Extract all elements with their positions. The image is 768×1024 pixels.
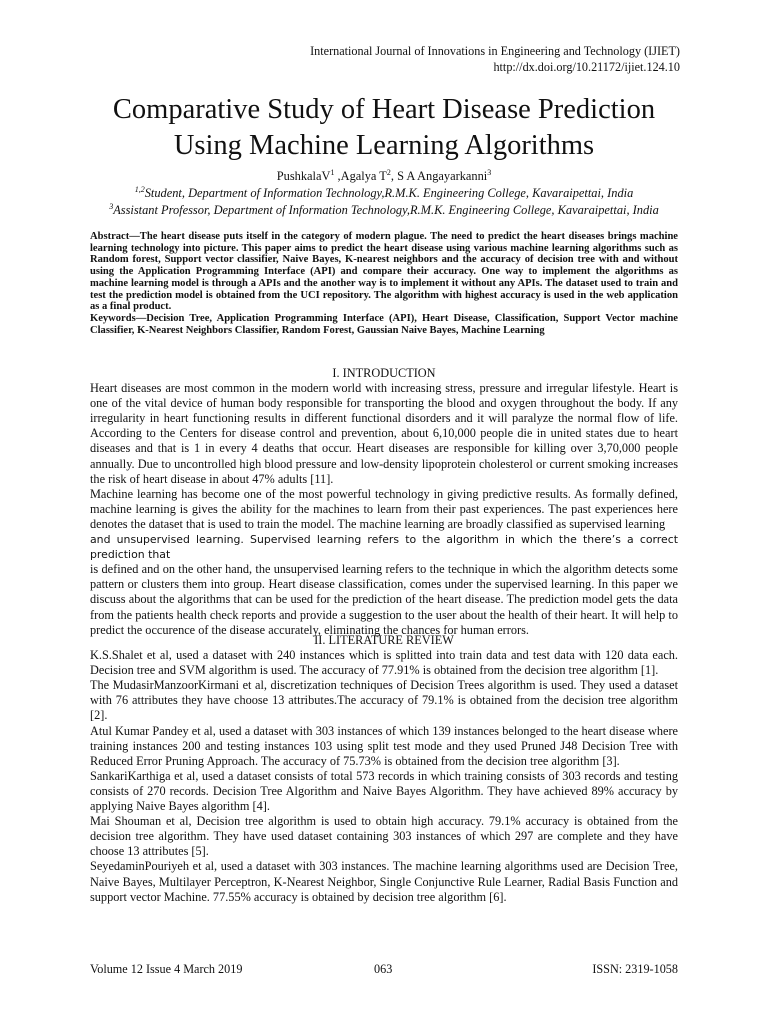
abstract-block xyxy=(90,231,678,336)
introduction-paragraph-2b: and unsupervised learning. Supervised learning refers to the algorithm in which the there’s a correct prediction that xyxy=(90,533,678,562)
literature-review-section xyxy=(90,633,678,905)
introduction-paragraph-2c: is defined and on the other hand, the unsupervised learning refers to the technique in which the algorithm detects some pattern or clusters them into group. Heart disease classification, comes under the supervised learning. In this paper we discuss about the algorithms that can be used for the prediction of the heart disease. The prediction model gets the data from the patients health check reports and provide a suggestion to the user about the health of their heart. It will help to predict the occurence of the disease accurately, eliminating the chances for human errors. xyxy=(90,562,678,637)
literature-paragraph-1: K.S.Shalet et al, used a dataset with 240 instances which is splitted into train data and test data with 120 data each. Decision tree and SVM algorithm is used. The accuracy of 77.91% is obtained from the decision tree algorithm [1]. xyxy=(90,648,678,678)
literature-paragraph-5: Mai Shouman et al, Decision tree algorithm is used to obtain high accuracy. 79.1% accuracy is obtained from the decision tree algorithm. They have used dataset containing 303 instances of which 297 are complete and they have choose 13 attributes [5]. xyxy=(90,814,678,859)
literature-paragraph-2: The MudasirManzoorKirmani et al, discretization techniques of Decision Trees algorithm is used. They used a dataset with 76 attributes they have choose 13 attributes.The accuracy of 79.1% is obtained from the decision tree algorithm [2]. xyxy=(90,678,678,723)
doi-link[interactable]: http://dx.doi.org/10.21172/ijiet.124.10 xyxy=(493,60,680,74)
author-1: PushkalaV xyxy=(276,169,331,183)
author-3-sup: 3 xyxy=(487,167,492,177)
literature-paragraph-4: SankariKarthiga et al, used a dataset consists of total 573 records in which training consists of 303 records and testing consists of 270 records. Decision Tree Algorithm and Naive Bayes Algorithm. They have achieved 89% accuracy by applying Naive Bayes algorithm [4]. xyxy=(90,768,678,814)
literature-paragraph-6: SeyedaminPouriyeh et al, used a dataset with 303 instances. The machine learning algorithms used are Decision Tree, Naive Bayes, Multilayer Perceptron, K-Nearest Neighbor, Single Conjunctive Rule Learner, Radial Basis Function and support vector Machine. 77.55% accuracy is obtained by decision tree algorithm [6]. xyxy=(90,859,678,904)
journal-header xyxy=(310,43,680,75)
author-block xyxy=(40,168,728,219)
affiliation-1-sup: 1,2 xyxy=(134,184,145,194)
footer-page-number: 063 xyxy=(374,962,393,976)
keywords-text: Keywords—Decision Tree, Application Programming Interface (API), Heart Disease, Classification, Support Vector machine Classifier, K-Nearest Neighbors Classifier, Random Forest, Gaussian Naive Bayes, Machine Learning xyxy=(90,312,678,336)
title-line-1: Comparative Study of Heart Disease Prediction xyxy=(112,94,656,125)
affiliation-1-text: Student, Department of Information Technology,R.M.K. Engineering College, Kavaraipettai, India xyxy=(144,186,634,200)
author-names xyxy=(40,168,728,185)
literature-review-heading: II. LITERATURE REVIEW xyxy=(314,633,454,647)
footer-issn: ISSN: 2319-1058 xyxy=(592,962,678,976)
introduction-heading: I. INTRODUCTION xyxy=(332,366,436,380)
author-2: ,Agalya T xyxy=(334,169,387,183)
abstract-text: Abstract—The heart disease puts itself in the category of modern plague. The need to predict the heart diseases brings machine learning technology into picture. This paper aims to predict the heart disease using various machine learning algorithms such as Random forest, Support vector classifier, Naive Bayes, K-nearest neighbors and the accuracy of decision tree with and without using the Application Programming Interface (API) and compare their accuracy. One way to implement the algorithms as machine learning model is through a APIs and the another way is to implement it without any APIs. The dataset used to train and test the prediction model is obtained from the UCI repository. The algorithm with highest accuracy is used in the web application as a final product. xyxy=(90,231,678,313)
introduction-section xyxy=(90,366,678,638)
paper-title xyxy=(40,92,728,164)
affiliation-2-sup: 3 xyxy=(109,201,114,211)
affiliation-1 xyxy=(40,185,728,202)
author-1-sup: 1 xyxy=(330,167,335,177)
footer-volume: Volume 12 Issue 4 March 2019 xyxy=(90,962,243,976)
title-line-2: Using Machine Learning Algorithms xyxy=(173,130,595,161)
affiliation-2-text: Assistant Professor, Department of Information Technology,R.M.K. Engineering College, Kavaraipettai, India xyxy=(113,203,659,217)
introduction-paragraph-1: Heart diseases are most common in the modern world with increasing stress, pressure and irregular lifestyle. Heart is one of the vital device of human body responsible for transporting the blood and oxygen throughout the body. If any irregularity in heart functioning results in different functional disorders and it will paralyze the normal flow of life. According to the Centers for disease control and prevention, about 6,10,000 people die in united states due to heart diseases and that is 1 in every 4 deaths that occur. Heart diseases are responsible for killing over 3,70,000 people annually. Due to uncontrolled high blood pressure and low-density lipoprotein cholesterol or current smoking increases the risk of heart disease in about 47% adults [11]. xyxy=(90,381,678,486)
author-3: , S A Angayarkanni xyxy=(390,169,488,183)
journal-name: International Journal of Innovations in Engineering and Technology (IJIET) xyxy=(310,44,680,58)
introduction-paragraph-2a: Machine learning has become one of the most powerful technology in giving predictive results. As formally defined, machine learning is gives the ability for the machines to learn from their past experiences. The past experiences here denotes the dataset that is used to train the model. The machine learning are broadly classified as supervised learning xyxy=(90,486,678,531)
literature-paragraph-3: Atul Kumar Pandey et al, used a dataset with 303 instances of which 139 instances belonged to the heart disease where training instances 200 and testing instances 103 using split test mode and they used Pruned J48 Decision Tree with Reduced Error Pruning Approach. The accuracy of 75.73% is obtained from the decision tree algorithm [3]. xyxy=(90,723,678,768)
affiliation-2 xyxy=(40,202,728,219)
author-2-sup: 2 xyxy=(386,167,391,177)
